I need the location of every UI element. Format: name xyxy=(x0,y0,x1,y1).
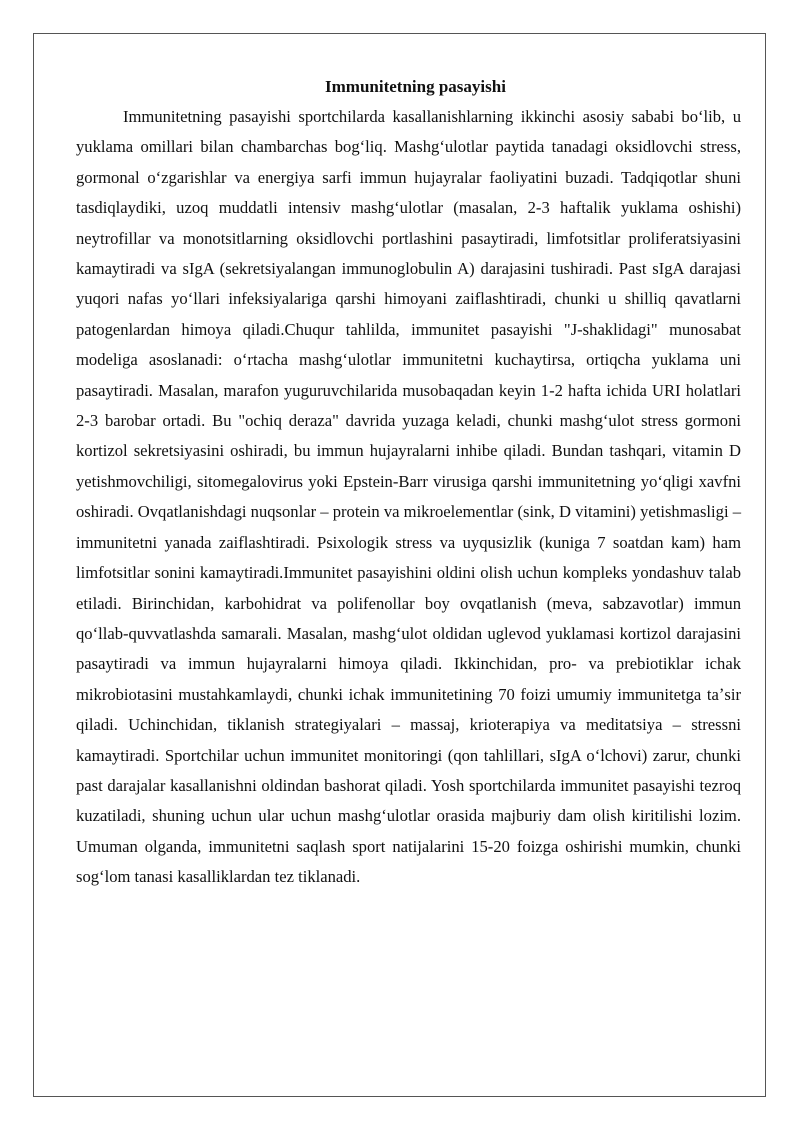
document-body xyxy=(76,74,741,893)
document-title: Immunitetning pasayishi xyxy=(325,77,506,96)
main-paragraph: Immunitetning pasayishi sportchilarda kasallanishlarning ikkinchi asosiy sababi boʻlib, u yuklama omillari bilan chambarchas bogʻliq. Mashgʻulotlar paytida tanadagi oksidlovchi stress, gormonal oʻzgarishlar va energiya sarfi immun hujayralar faoliyatini buzadi. Tadqiqotlar shuni tasdiqlaydiki, uzoq muddatli intensiv mashgʻulotlar (masalan, 2-3 haftalik yuklama oshishi) neytrofillar va monotsitlarning oksidlovchi portlashini pasaytiradi, limfotsitlar proliferatsiyasini kamaytiradi va sIgA (sekretsiyalangan immunoglobulin A) darajasini tushiradi. Past sIgA darajasi yuqori nafas yoʻllari infeksiyalariga qarshi himoyani zaiflashtiradi, chunki u shilliq qavatlarni patogenlardan himoya qiladi.Chuqur tahlilda, immunitet pasayishi "J-shaklidagi" munosabat modeliga asoslanadi: oʻrtacha mashgʻulotlar immunitetni kuchaytirsa, ortiqcha yuklama uni pasaytiradi. Masalan, marafon yuguruvchilarida musobaqadan keyin 1-2 hafta ichida URI holatlari 2-3 barobar ortadi. Bu "ochiq deraza" davrida yuzaga keladi, chunki mashgʻulot stress gormoni kortizol sekretsiyasini oshiradi, bu immun hujayralarni inhibe qiladi. Bundan tashqari, vitamin D yetishmovchiligi, sitomegalovirus yoki Epstein-Barr virusiga qarshi immunitetning yoʻqligi xavfni oshiradi. Ovqatlanishdagi nuqsonlar – protein va mikroelementlar (sink, D vitamini) yetishmasligi – immunitetni yanada zaiflashtiradi. Psixologik stress va uyqusizlik (kuniga 7 soatdan kam) ham limfotsitlar sonini kamaytiradi.Immunitet pasayishini oldini olish uchun kompleks yondashuv talab etiladi. Birinchidan, karbohidrat va polifenollar boy ovqatlanish (meva, sabzavotlar) immun qoʻllab-quvvatlashda samarali. Masalan, mashgʻulot oldidan uglevod yuklamasi kortizol darajasini pasaytiradi va immun hujayralarni himoya qiladi. Ikkinchidan, pro- va prebiotiklar ichak mikrobiotasini mustahkamlaydi, chunki ichak immunitetining 70 foizi umumiy immunitetga taʼsir qiladi. Uchinchidan, tiklanish strategiyalari – massaj, krioterapiya va meditatsiya – stressni kamaytiradi. Sportchilar uchun immunitet monitoringi (qon tahlillari, sIgA oʻlchovi) zarur, chunki past darajalar kasallanishni oldindan bashorat qiladi. Yosh sportchilarda immunitet pasayishi tezroq kuzatiladi, shuning uchun ular uchun mashgʻulotlar orasida majburiy dam olish kiritilishi lozim. Umuman olganda, immunitetni saqlash sport natijalarini 15-20 foizga oshirishi mumkin, chunki sogʻlom tanasi kasalliklardan tez tiklanadi. xyxy=(76,107,742,887)
